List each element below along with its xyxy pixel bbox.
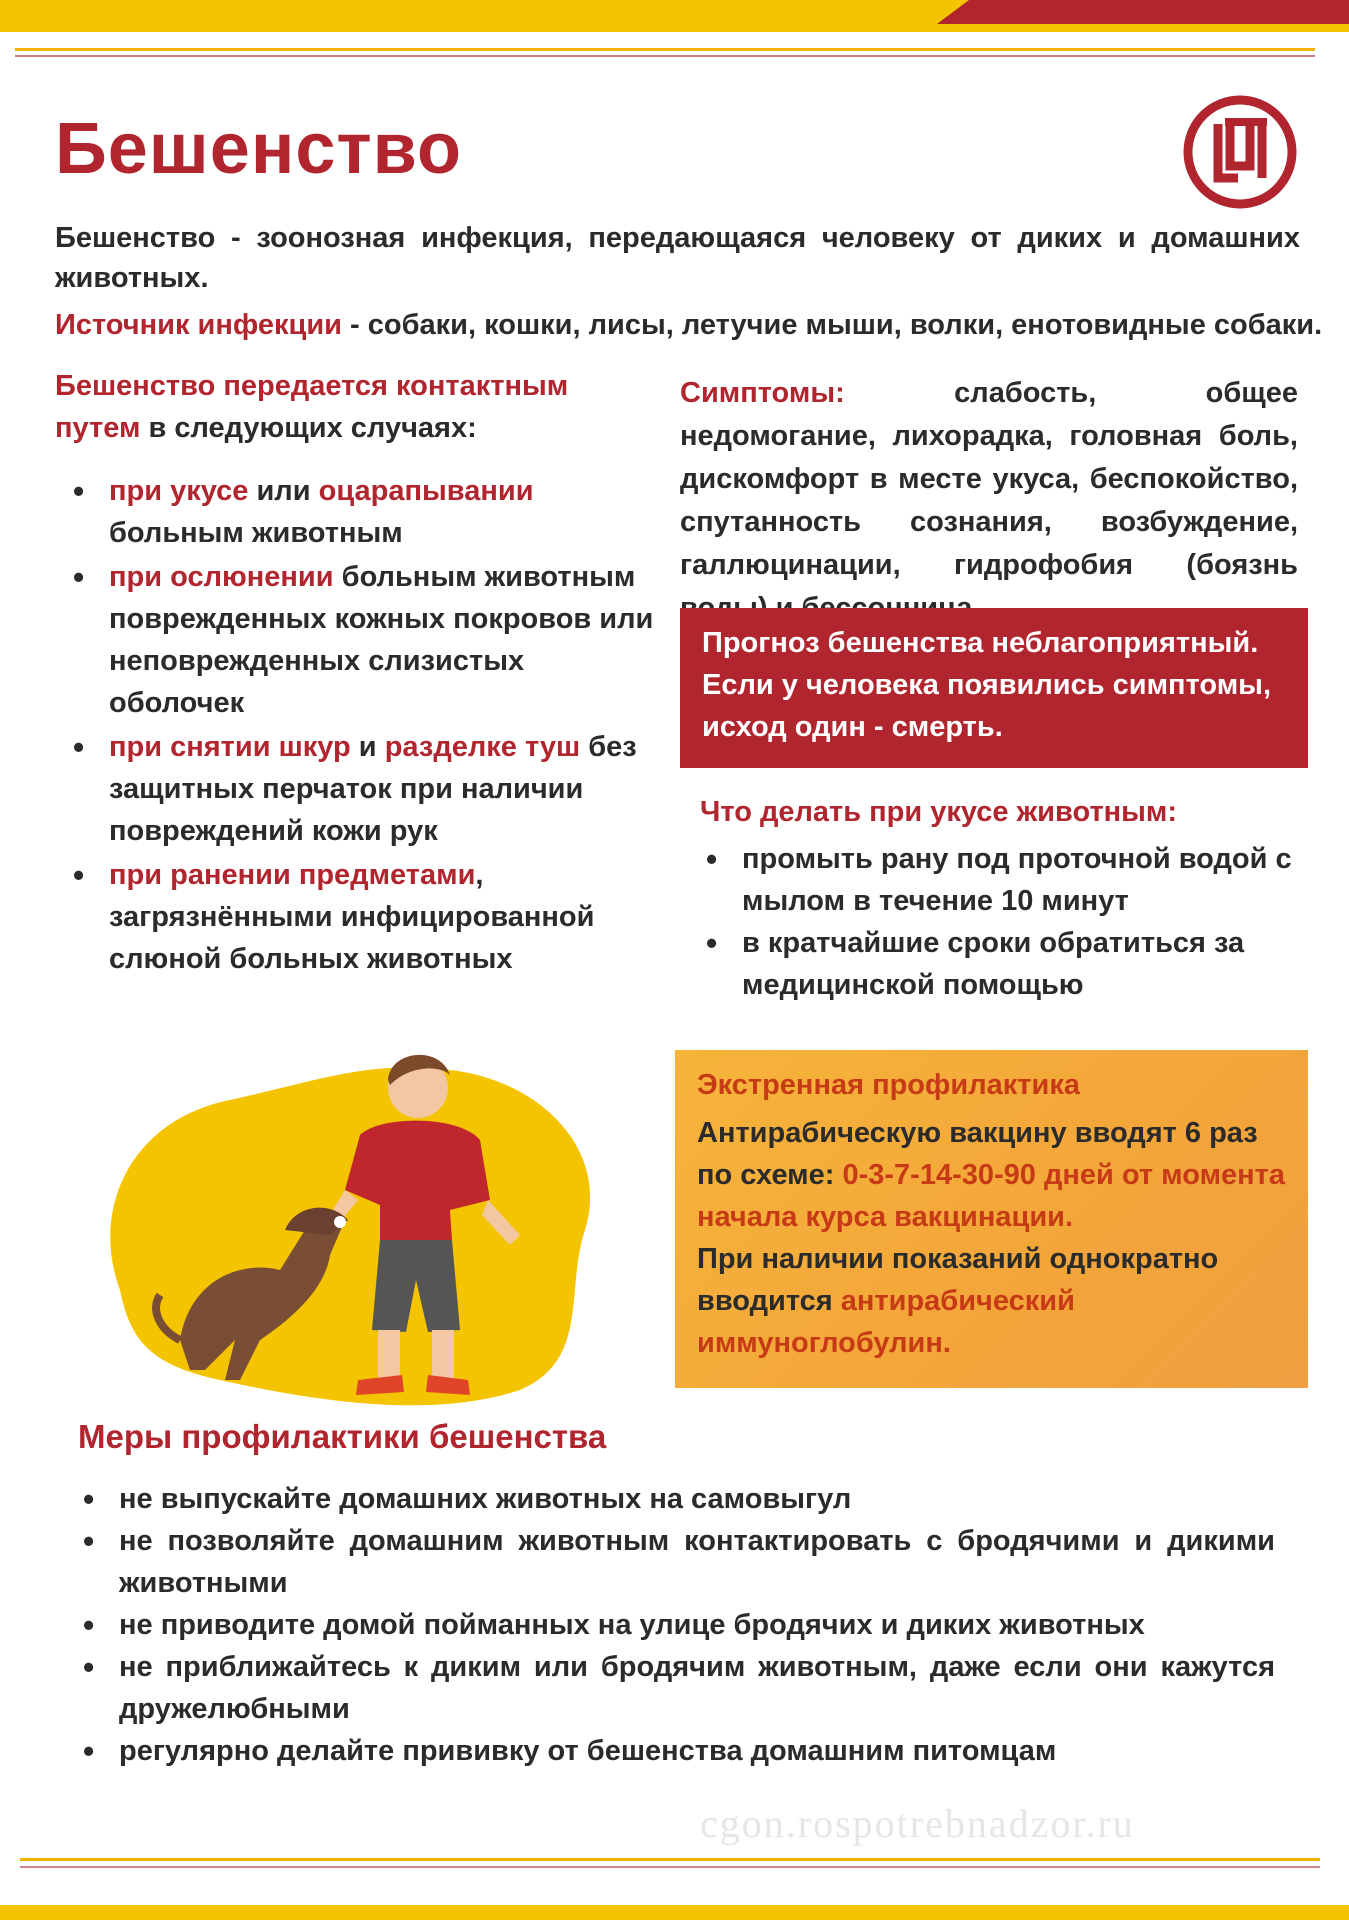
- list-item: • промыть рану под проточной водой с мылом в течение 10 минут: [688, 838, 1308, 922]
- transmission-list: [55, 470, 655, 982]
- list-item: • не позволяйте домашним животным контактировать с бродячими и дикими животными: [65, 1520, 1275, 1604]
- infection-source: [55, 305, 1325, 345]
- list-item: • не выпускайте домашних животных на самовыгул: [65, 1478, 1275, 1520]
- list-item: • при ослюнении больным животным поврежденных кожных покровов или неповрежденных слизистых оболочек: [55, 556, 655, 724]
- transmission-heading-rest: в следующих случаях:: [140, 412, 477, 444]
- bottom-divider-thin: [20, 1866, 1320, 1868]
- site-watermark: cgon.rospotrebnadzor.ru: [700, 1801, 1135, 1846]
- source-text: - собаки, кошки, лисы, летучие мыши, волки, енотовидные собаки.: [342, 309, 1323, 341]
- transmission-heading: [55, 365, 615, 449]
- bottom-yellow-stripe: [0, 1905, 1349, 1920]
- rospotrebnadzor-logo-icon: [1180, 92, 1300, 212]
- list-item: • при ранении предметами, загрязнёнными инфицированной слюной больных животных: [55, 854, 655, 980]
- list-item: • не приводите домой пойманных на улице бродячих и диких животных: [65, 1604, 1275, 1646]
- source-label: Источник инфекции: [55, 309, 342, 341]
- transmission-heading-red: Бешенство передается контактным путем: [55, 370, 569, 444]
- top-yellow-band: [0, 24, 1349, 32]
- bite-list: [688, 838, 1308, 1006]
- measures-heading: Меры профилактики бешенства: [78, 1418, 607, 1455]
- prognosis-box: Прогноз бешенства неблагоприятный. Если у человека появились симптомы, исход один - смерть.: [680, 608, 1308, 768]
- emergency-heading: Экстренная профилактика: [697, 1069, 1080, 1101]
- list-item: • в кратчайшие сроки обратиться за медицинской помощью: [688, 922, 1308, 1006]
- emergency-immunoglobulin: При наличии показаний однократно вводится антирабический иммуноглобулин.: [697, 1243, 1219, 1359]
- measures-list: [65, 1478, 1275, 1772]
- intro-text: Бешенство - зоонозная инфекция, передающаяся человеку от диких и домашних животных.: [55, 222, 1300, 294]
- emergency-prophylaxis-box: [675, 1050, 1308, 1388]
- top-divider: [15, 48, 1315, 51]
- emergency-schedule: Антирабическую вакцину вводят 6 раз по схеме: 0-3-7-14-30-90 дней от момента начала курса вакцинации.: [697, 1117, 1286, 1233]
- bite-heading: Что делать при укусе животным:: [700, 796, 1178, 828]
- list-item: • не приближайтесь к диким или бродячим животным, даже если они кажутся дружелюбными: [65, 1646, 1275, 1730]
- page-title: Бешенство: [55, 109, 462, 189]
- bottom-divider: [20, 1858, 1320, 1861]
- top-divider-thin: [15, 55, 1315, 57]
- list-item: • при укусе или оцарапывании больным животным: [55, 470, 655, 554]
- list-item: • регулярно делайте прививку от бешенства домашним питомцам: [65, 1730, 1275, 1772]
- symptoms-text: Симптомы: слабость, общее недомогание, лихорадка, головная боль, дискомфорт в месте укуса, беспокойство, спутанность сознания, возбуждение, галлюцинации, гидрофобия (боязнь: [680, 377, 1298, 581]
- symptoms-label: Симптомы:: [680, 377, 845, 409]
- dog-attack-illustration: [90, 1040, 610, 1410]
- list-item: • при снятии шкур и разделке туш без защитных перчаток при наличии повреждений кожи рук: [55, 726, 655, 852]
